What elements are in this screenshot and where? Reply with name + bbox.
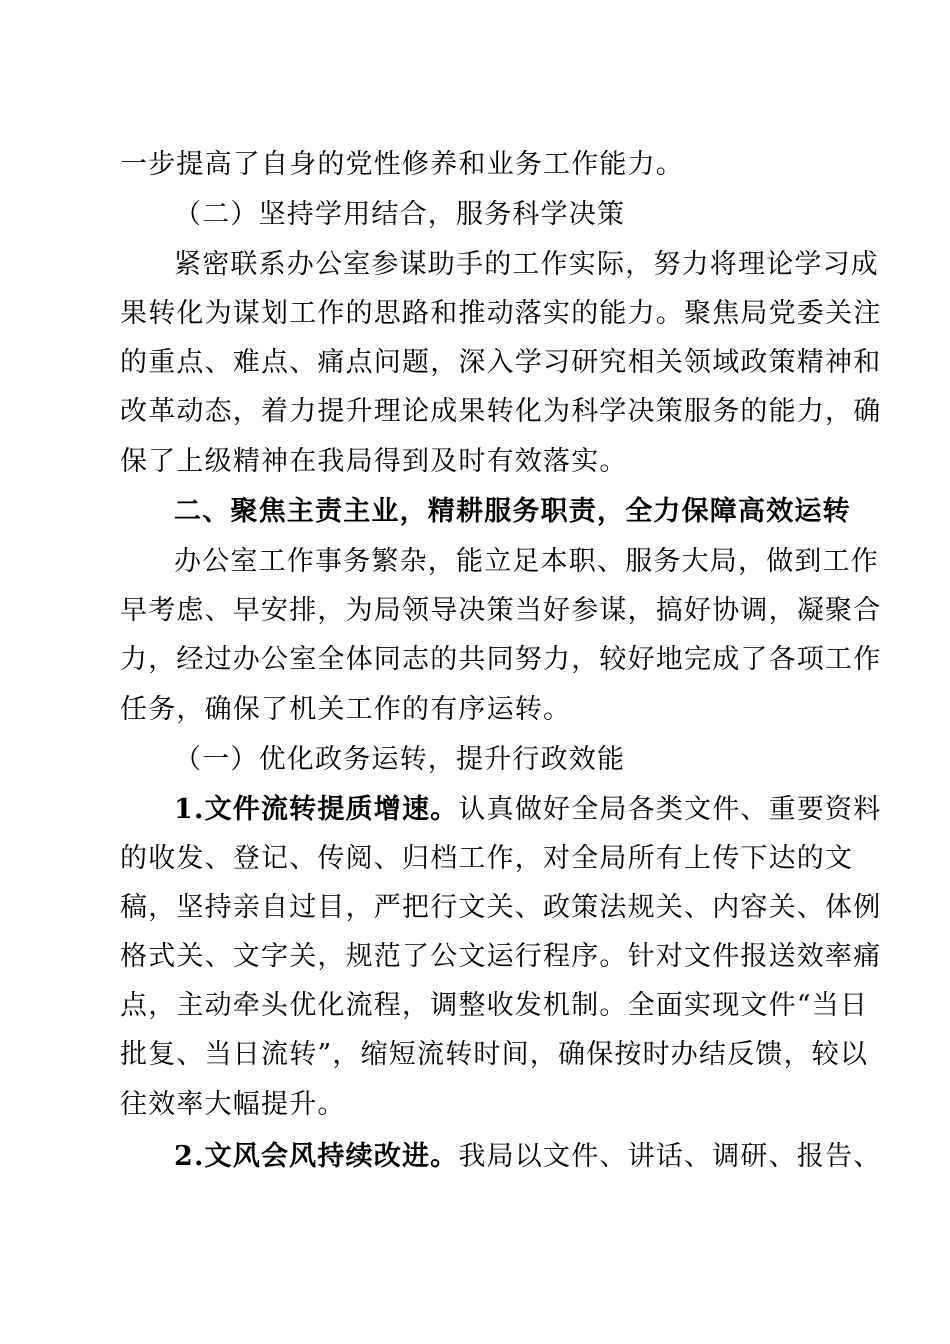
section-heading: （一）优化政务运转，提升行政效能 [174, 744, 626, 775]
paragraph-line: 一步提高了自身的党性修养和业务工作能力。 [120, 149, 684, 180]
item-lead-title: 2.文风会风持续改进。 [174, 1141, 459, 1172]
item-lead-title: 1.文件流转提质增速。 [174, 794, 459, 825]
paragraph-line-with-lead [174, 788, 882, 832]
paragraph-line: 格式关、文字关，规范了公文运行程序。针对文件报送效率痛 [120, 941, 882, 972]
paragraph-line: 保了上级精神在我局得到及时有效落实。 [120, 446, 628, 477]
chapter-heading: 二、聚焦主责主业，精耕服务职责，全力保障高效运转 [174, 496, 851, 527]
paragraph-line: 的收发、登记、传阅、归档工作，对全局所有上传下达的文 [120, 843, 854, 874]
paragraph-line: 点，主动牵头优化流程，调整收发机制。全面实现文件“当日 [120, 990, 869, 1021]
item-lead-text: 认真做好全局各类文件、重要资料 [458, 794, 882, 825]
item-lead-text: 我局以文件、讲话、调研、报告、 [458, 1141, 882, 1172]
paragraph-line: 往效率大幅提升。 [120, 1089, 346, 1120]
paragraph-line: 任务，确保了机关工作的有序运转。 [120, 694, 572, 725]
paragraph-line: 力，经过办公室全体同志的共同努力，较好地完成了各项工作 [120, 644, 882, 675]
paragraph-line: 办公室工作事务繁杂，能立足本职、服务大局，做到工作 [174, 546, 879, 577]
paragraph-line-with-lead [174, 1135, 882, 1179]
paragraph-line: 稿，坚持亲自过目，严把行文关、政策法规关、内容关、体例 [120, 892, 882, 923]
section-heading: （二）坚持学用结合，服务科学决策 [174, 199, 626, 230]
paragraph-line: 的重点、难点、痛点问题，深入学习研究相关领域政策精神和 [120, 347, 882, 378]
paragraph-line: 改革动态，着力提升理论成果转化为科学决策服务的能力，确 [120, 396, 882, 427]
paragraph-line: 果转化为谋划工作的思路和推动落实的能力。聚焦局党委关注 [120, 298, 882, 329]
paragraph-line: 紧密联系办公室参谋助手的工作实际，努力将理论学习成 [174, 249, 879, 280]
paragraph-line: 早考虑、早安排，为局领导决策当好参谋，搞好协调，凝聚合 [120, 595, 882, 626]
paragraph-line: 批复、当日流转”，缩短流转时间，确保按时办结反馈，较以 [120, 1039, 869, 1070]
